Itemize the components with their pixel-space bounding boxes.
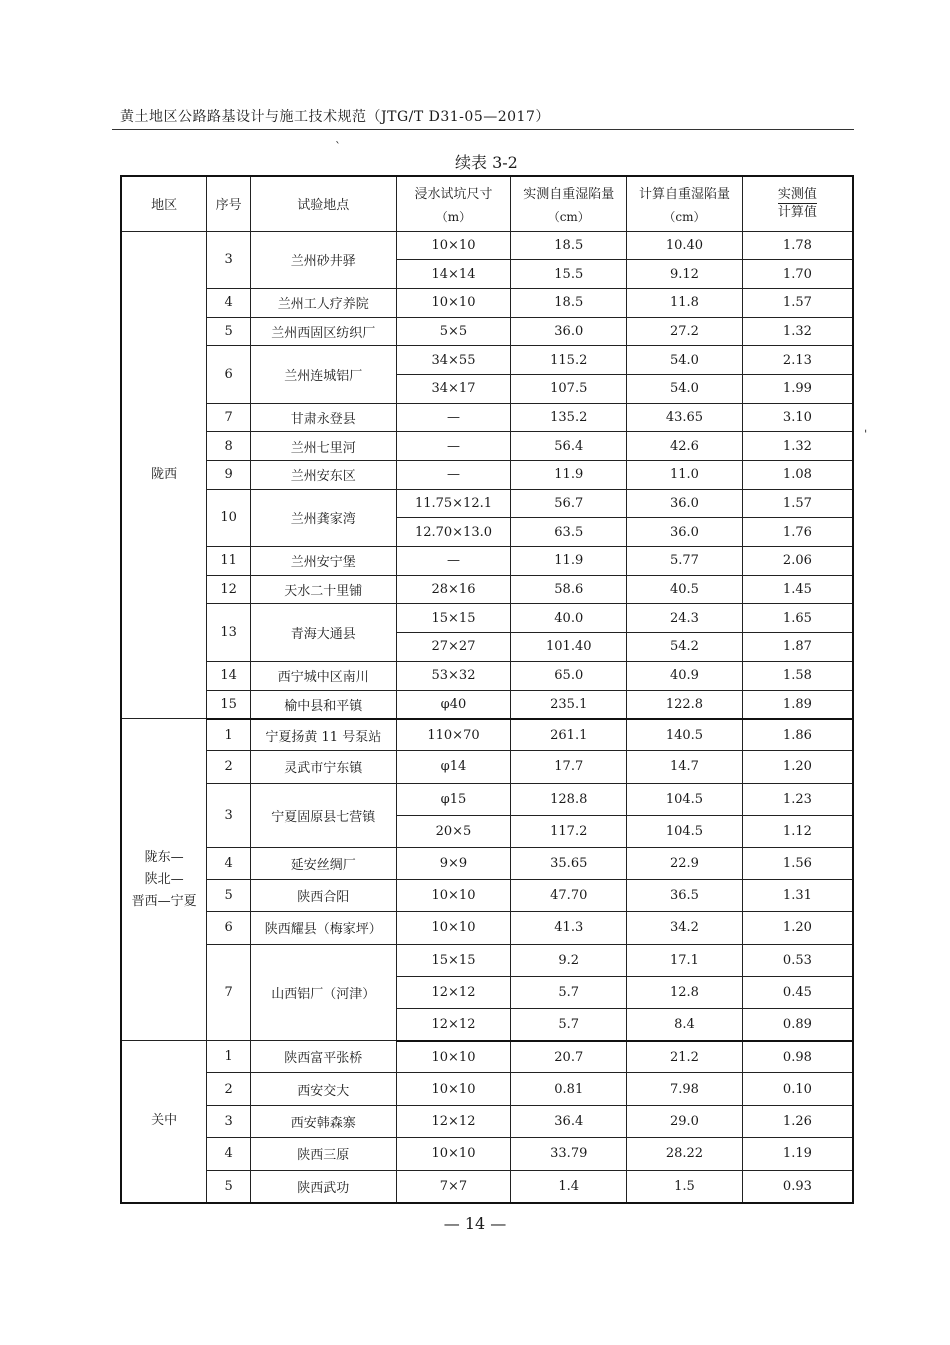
pit-size-cell: — (396, 432, 511, 461)
table-row (121, 690, 853, 719)
seq-cell: 9 (207, 461, 251, 490)
site-cell: 陕西耀县（梅家坪） (251, 912, 397, 944)
pit-size-cell: 12×12 (396, 1008, 511, 1040)
ratio-cell: 1.45 (742, 575, 853, 604)
table-row (121, 751, 853, 783)
ratio-cell: 2.13 (742, 346, 853, 375)
measured-cell: 107.5 (511, 374, 627, 403)
ratio-cell: 1.32 (742, 317, 853, 346)
site-cell: 天水二十里铺 (251, 575, 397, 604)
measured-cell: 11.9 (511, 461, 627, 490)
seq-cell: 4 (207, 288, 251, 317)
measured-cell: 135.2 (511, 403, 627, 432)
site-cell: 西宁城中区南川 (251, 661, 397, 690)
measured-cell: 41.3 (511, 912, 627, 944)
calculated-cell: 29.0 (627, 1105, 743, 1137)
ratio-cell: 0.53 (742, 944, 853, 976)
calculated-cell: 140.5 (627, 719, 743, 751)
seq-cell: 4 (207, 847, 251, 879)
calculated-cell: 54.0 (627, 346, 743, 375)
pit-size-cell: 12×12 (396, 976, 511, 1008)
seq-cell: 6 (207, 912, 251, 944)
table-row (121, 317, 853, 346)
calculated-cell: 34.2 (627, 912, 743, 944)
ratio-cell: 0.93 (742, 1170, 853, 1202)
measured-cell: 33.79 (511, 1138, 627, 1170)
calculated-cell: 9.12 (627, 260, 743, 289)
measured-cell: 63.5 (511, 518, 627, 547)
seq-cell: 7 (207, 403, 251, 432)
calculated-cell: 17.1 (627, 944, 743, 976)
site-cell: 兰州工人疗养院 (251, 288, 397, 317)
calculated-cell: 43.65 (627, 403, 743, 432)
ratio-cell: 1.58 (742, 661, 853, 690)
pit-size-cell: 27×27 (396, 633, 511, 662)
table-row (121, 231, 853, 260)
calculated-cell: 36.0 (627, 518, 743, 547)
calculated-cell: 7.98 (627, 1073, 743, 1105)
col-header-pit-size: 浸水试坑尺寸 （m） (396, 176, 511, 231)
region-cell: 陇东— 陕北— 晋西—宁夏 (121, 719, 207, 1041)
site-cell: 甘肃永登县 (251, 403, 397, 432)
site-cell: 榆中县和平镇 (251, 690, 397, 719)
pit-size-cell: — (396, 547, 511, 576)
measured-cell: 20.7 (511, 1041, 627, 1073)
measured-cell: 117.2 (511, 815, 627, 847)
site-cell: 延安丝绸厂 (251, 847, 397, 879)
ratio-cell: 0.98 (742, 1041, 853, 1073)
measured-cell: 5.7 (511, 1008, 627, 1040)
measured-cell: 101.40 (511, 633, 627, 662)
measured-cell: 35.65 (511, 847, 627, 879)
site-cell: 兰州龚家湾 (251, 489, 397, 546)
calculated-cell: 22.9 (627, 847, 743, 879)
calculated-cell: 24.3 (627, 604, 743, 633)
table-row (121, 944, 853, 976)
pit-size-cell: 10×10 (396, 1138, 511, 1170)
measured-cell: 11.9 (511, 547, 627, 576)
pit-size-cell: 10×10 (396, 288, 511, 317)
calculated-cell: 122.8 (627, 690, 743, 719)
col-header-site: 试验地点 (251, 176, 397, 231)
measured-cell: 9.2 (511, 944, 627, 976)
ratio-cell: 1.31 (742, 880, 853, 912)
table-row (121, 604, 853, 633)
seq-cell: 1 (207, 1041, 251, 1073)
pit-size-cell: — (396, 403, 511, 432)
running-header: 黄土地区公路路基设计与施工技术规范（JTG/T D31-05—2017） (120, 109, 550, 125)
table-row (121, 547, 853, 576)
ratio-cell: 1.89 (742, 690, 853, 719)
site-cell: 宁夏固原县七营镇 (251, 783, 397, 847)
ratio-cell: 1.20 (742, 912, 853, 944)
pit-size-cell: 7×7 (396, 1170, 511, 1202)
calculated-cell: 11.8 (627, 288, 743, 317)
table-row (121, 1138, 853, 1170)
pit-size-cell: 10×10 (396, 1041, 511, 1073)
pit-size-cell: 10×10 (396, 912, 511, 944)
table-row (121, 575, 853, 604)
calculated-cell: 21.2 (627, 1041, 743, 1073)
pit-size-cell: 34×17 (396, 374, 511, 403)
pit-size-cell: 12×12 (396, 1105, 511, 1137)
site-cell: 西安韩森寨 (251, 1105, 397, 1137)
table-row (121, 1170, 853, 1202)
pit-size-cell: 9×9 (396, 847, 511, 879)
measured-cell: 47.70 (511, 880, 627, 912)
pit-size-cell: 10×10 (396, 880, 511, 912)
pit-size-cell: 34×55 (396, 346, 511, 375)
seq-cell: 13 (207, 604, 251, 661)
measured-cell: 36.0 (511, 317, 627, 346)
pit-size-cell: 10×10 (396, 1073, 511, 1105)
pit-size-cell: φ14 (396, 751, 511, 783)
site-cell: 兰州七里河 (251, 432, 397, 461)
seq-cell: 3 (207, 783, 251, 847)
col-header-calculated: 计算自重湿陷量 （cm） (627, 176, 743, 231)
ratio-cell: 1.57 (742, 288, 853, 317)
seq-cell: 5 (207, 1170, 251, 1202)
calculated-cell: 40.9 (627, 661, 743, 690)
table-row (121, 783, 853, 815)
calculated-cell: 54.0 (627, 374, 743, 403)
ratio-cell: 2.06 (742, 547, 853, 576)
ratio-cell: 1.65 (742, 604, 853, 633)
measured-cell: 18.5 (511, 288, 627, 317)
table-row (121, 346, 853, 375)
measured-cell: 5.7 (511, 976, 627, 1008)
measured-cell: 15.5 (511, 260, 627, 289)
measured-cell: 56.4 (511, 432, 627, 461)
site-cell: 兰州安宁堡 (251, 547, 397, 576)
calculated-cell: 11.0 (627, 461, 743, 490)
table-row (121, 403, 853, 432)
ratio-cell: 0.45 (742, 976, 853, 1008)
ratio-cell: 3.10 (742, 403, 853, 432)
table-row (121, 1073, 853, 1105)
seq-cell: 5 (207, 880, 251, 912)
measured-cell: 17.7 (511, 751, 627, 783)
seq-cell: 11 (207, 547, 251, 576)
calculated-cell: 27.2 (627, 317, 743, 346)
measured-cell: 1.4 (511, 1170, 627, 1202)
calculated-cell: 36.0 (627, 489, 743, 518)
seq-cell: 4 (207, 1138, 251, 1170)
calculated-cell: 12.8 (627, 976, 743, 1008)
ratio-cell: 1.86 (742, 719, 853, 751)
ratio-cell: 1.56 (742, 847, 853, 879)
ratio-cell: 1.78 (742, 231, 853, 260)
table-row (121, 1105, 853, 1137)
measured-cell: 235.1 (511, 690, 627, 719)
site-cell: 兰州砂井驿 (251, 231, 397, 288)
calculated-cell: 1.5 (627, 1170, 743, 1202)
table-row (121, 847, 853, 879)
site-cell: 西安交大 (251, 1073, 397, 1105)
measured-cell: 261.1 (511, 719, 627, 751)
calculated-cell: 14.7 (627, 751, 743, 783)
calculated-cell: 40.5 (627, 575, 743, 604)
table-caption: 续表 3-2 (455, 153, 518, 172)
scan-speck: ˌ (864, 420, 868, 434)
table-row (121, 1041, 853, 1073)
pit-size-cell: 15×15 (396, 604, 511, 633)
ratio-cell: 1.87 (742, 633, 853, 662)
site-cell: 山西铝厂（河津） (251, 944, 397, 1041)
table-row (121, 432, 853, 461)
seq-cell: 3 (207, 1105, 251, 1137)
ratio-cell: 1.70 (742, 260, 853, 289)
ratio-cell: 1.12 (742, 815, 853, 847)
measured-cell: 58.6 (511, 575, 627, 604)
col-header-seq: 序号 (207, 176, 251, 231)
ratio-cell: 1.19 (742, 1138, 853, 1170)
seq-cell: 14 (207, 661, 251, 690)
calculated-cell: 104.5 (627, 783, 743, 815)
calculated-cell: 36.5 (627, 880, 743, 912)
site-cell: 宁夏扬黄 11 号泵站 (251, 719, 397, 751)
ratio-cell: 0.10 (742, 1073, 853, 1105)
measured-cell: 40.0 (511, 604, 627, 633)
region-cell: 关中 (121, 1041, 207, 1203)
calculated-cell: 42.6 (627, 432, 743, 461)
table-row (121, 288, 853, 317)
measured-cell: 56.7 (511, 489, 627, 518)
site-cell: 兰州安东区 (251, 461, 397, 490)
site-cell: 陕西合阳 (251, 880, 397, 912)
ratio-cell: 1.76 (742, 518, 853, 547)
pit-size-cell: 11.75×12.1 (396, 489, 511, 518)
pit-size-cell: — (396, 461, 511, 490)
calculated-cell: 5.77 (627, 547, 743, 576)
seq-cell: 15 (207, 690, 251, 719)
pit-size-cell: 10×10 (396, 231, 511, 260)
seq-cell: 5 (207, 317, 251, 346)
seq-cell: 1 (207, 719, 251, 751)
page-number: — 14 — (443, 1214, 507, 1233)
table-row (121, 661, 853, 690)
calculated-cell: 28.22 (627, 1138, 743, 1170)
ratio-cell: 1.57 (742, 489, 853, 518)
site-cell: 青海大通县 (251, 604, 397, 661)
seq-cell: 12 (207, 575, 251, 604)
measured-cell: 36.4 (511, 1105, 627, 1137)
pit-size-cell: 110×70 (396, 719, 511, 751)
site-cell: 陕西三原 (251, 1138, 397, 1170)
ratio-cell: 0.89 (742, 1008, 853, 1040)
calculated-cell: 8.4 (627, 1008, 743, 1040)
header-rule (112, 129, 854, 130)
seq-cell: 10 (207, 489, 251, 546)
calculated-cell: 54.2 (627, 633, 743, 662)
data-table (120, 175, 854, 1204)
region-cell: 陇西 (121, 231, 207, 719)
pit-size-cell: 15×15 (396, 944, 511, 976)
site-cell: 兰州连城铝厂 (251, 346, 397, 403)
measured-cell: 18.5 (511, 231, 627, 260)
seq-cell: 7 (207, 944, 251, 1041)
pit-size-cell: φ15 (396, 783, 511, 815)
table-row (121, 912, 853, 944)
pit-size-cell: 20×5 (396, 815, 511, 847)
measured-cell: 0.81 (511, 1073, 627, 1105)
site-cell: 灵武市宁东镇 (251, 751, 397, 783)
measured-cell: 128.8 (511, 783, 627, 815)
seq-cell: 2 (207, 751, 251, 783)
col-header-measured: 实测自重湿陷量 （cm） (511, 176, 627, 231)
pit-size-cell: φ40 (396, 690, 511, 719)
col-header-region: 地区 (121, 176, 207, 231)
calculated-cell: 10.40 (627, 231, 743, 260)
ratio-cell: 1.26 (742, 1105, 853, 1137)
pit-size-cell: 12.70×13.0 (396, 518, 511, 547)
pit-size-cell: 14×14 (396, 260, 511, 289)
measured-cell: 65.0 (511, 661, 627, 690)
site-cell: 陕西富平张桥 (251, 1041, 397, 1073)
pit-size-cell: 28×16 (396, 575, 511, 604)
seq-cell: 8 (207, 432, 251, 461)
table-row (121, 489, 853, 518)
seq-cell: 2 (207, 1073, 251, 1105)
measured-cell: 115.2 (511, 346, 627, 375)
ratio-cell: 1.32 (742, 432, 853, 461)
table-row (121, 880, 853, 912)
calculated-cell: 104.5 (627, 815, 743, 847)
table-header-row (121, 176, 853, 231)
ratio-cell: 1.08 (742, 461, 853, 490)
ratio-cell: 1.99 (742, 374, 853, 403)
col-header-ratio: $\frac{\text{实测值}}{\text{计算值}}$ (742, 176, 853, 231)
site-cell: 兰州西固区纺织厂 (251, 317, 397, 346)
site-cell: 陕西武功 (251, 1170, 397, 1202)
scan-speck: ˋ (335, 140, 341, 154)
ratio-cell: 1.20 (742, 751, 853, 783)
ratio-cell: 1.23 (742, 783, 853, 815)
table-row (121, 461, 853, 490)
pit-size-cell: 5×5 (396, 317, 511, 346)
table-row (121, 719, 853, 751)
seq-cell: 3 (207, 231, 251, 288)
pit-size-cell: 53×32 (396, 661, 511, 690)
seq-cell: 6 (207, 346, 251, 403)
